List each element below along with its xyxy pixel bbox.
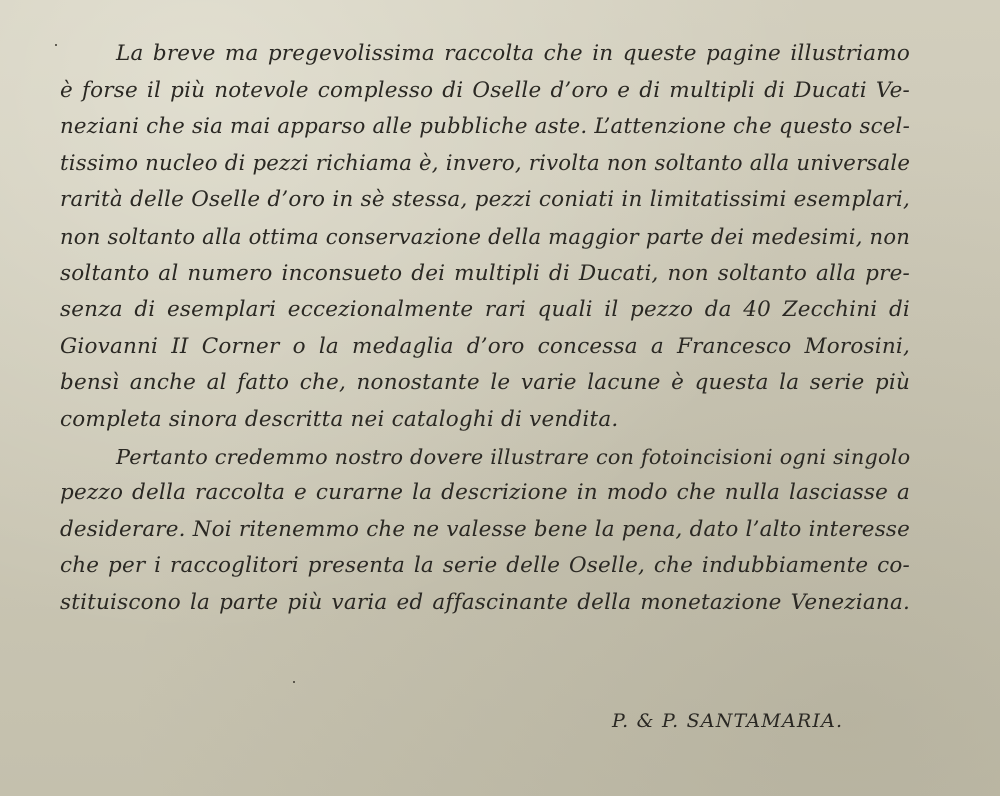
text-line: è forse il più notevole complesso di Oselle d’oro e di multipli di Ducati Ve- (60, 77, 910, 103)
paragraph-1 (60, 36, 910, 439)
text-line: desiderare. Noi ritenemmo che ne valesse bene la pena, dato l’alto interesse (60, 516, 910, 542)
ink-speck (293, 681, 295, 683)
ink-speck (55, 44, 57, 46)
text-line: rarità delle Oselle d’oro in sè stessa, pezzi coniati in limitatissimi esemplari, (60, 187, 910, 213)
text-line: soltanto al numero inconsueto dei multipli di Ducati, non soltanto alla pre- (60, 260, 910, 286)
text-line: Giovanni II Corner o la medaglia d’oro concessa a Francesco Morosini, (60, 333, 910, 359)
paragraph-2 (60, 439, 910, 622)
text-line: che per i raccoglitori presenta la serie delle Oselle, che indubbiamente co- (60, 553, 910, 579)
text-line: Pertanto credemmo nostro dovere illustrare con fotoincisioni ogni singolo (116, 444, 911, 469)
text-line: tissimo nucleo di pezzi richiama è, invero, rivolta non soltanto alla universale (60, 150, 911, 176)
text-line: pezzo della raccolta e curarne la descrizione in modo che nulla lasciasse a (60, 480, 910, 506)
text-line: stituiscono la parte più varia ed affascinante della monetazione Veneziana. (60, 589, 910, 615)
text-line: completa sinora descritta nei cataloghi di vendita. (60, 406, 619, 432)
text-line: bensì anche al fatto che, nonostante le varie lacune è questa la serie più (60, 370, 910, 396)
text-line: La breve ma pregevolissima raccolta che in queste pagine illustriamo (116, 41, 910, 66)
signature: P. & P. SANTAMARIA. (612, 710, 844, 732)
text-line: non soltanto alla ottima conservazione della maggior parte dei medesimi, non (60, 223, 911, 249)
text-line: senza di esemplari eccezionalmente rari quali il pezzo da 40 Zecchini di (60, 297, 910, 323)
text-line: neziani che sia mai apparso alle pubbliche aste. L’attenzione che questo scel- (60, 114, 910, 140)
body-text (60, 36, 910, 622)
